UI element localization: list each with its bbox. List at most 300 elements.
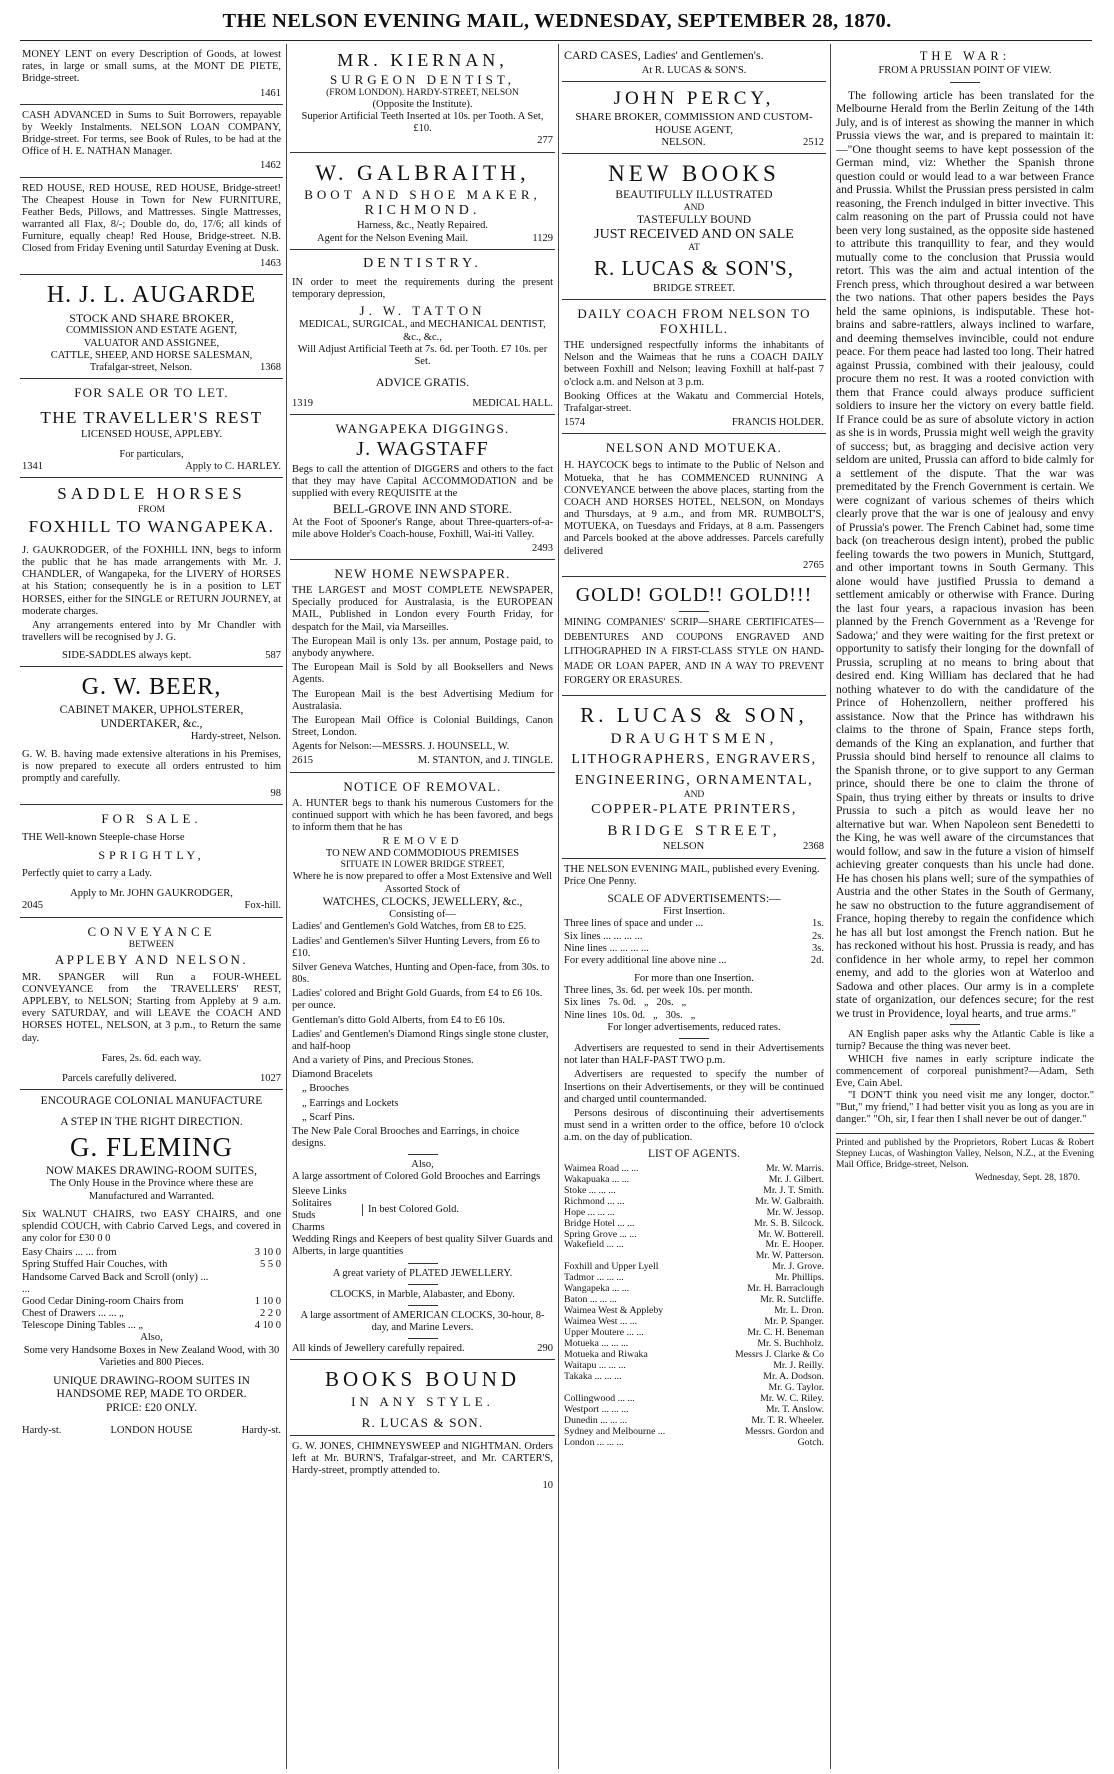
ad-number: 1574 (564, 417, 585, 429)
item-line: Solitaires (292, 1197, 332, 1209)
footer-text: Hardy-st. (241, 1424, 281, 1436)
column-2 (290, 44, 555, 1769)
ad-line: FRANCIS HOLDER. (731, 417, 824, 429)
footer-text: Hardy-st. (22, 1424, 62, 1436)
ad-title: BOOKS BOUND (324, 1367, 521, 1392)
ad-address: Hardy-street, Nelson. (190, 730, 281, 742)
ad-address: Trafalgar-street, Nelson. (89, 362, 193, 373)
ad-text: MINING COMPANIES' SCRIP—SHARE CERTIFICATES—DEBENTURES AND COUPONS ENGRAVED AND LITHOGRAPHED IN A FIRST-CLASS STYLE ON HAND-MADE OR LOAN PAPER, AND IN A WAY TO PREVENT FORGERY OR ERASURES. (564, 617, 824, 687)
ad-line: Three lines, 3s. 6d. per week 10s. per month. (564, 985, 753, 997)
price-row (22, 1320, 281, 1332)
item-line: „ Brooches (302, 1083, 349, 1095)
ad-lucas-son (562, 696, 826, 859)
column-3 (562, 44, 826, 1769)
item-line: Ladies' and Gentlemen's Silver Hunting Levers, from £6 to £10. (292, 935, 540, 959)
ad-line: First Insertion. (663, 906, 725, 918)
ad-number: 1027 (260, 1072, 281, 1084)
agent-place: London ... ... ... (564, 1436, 624, 1448)
ad-title: THE TRAVELLER'S REST (40, 408, 263, 428)
ad-line: TASTEFULLY BOUND (636, 213, 752, 226)
ad-text: MONEY LENT on every Description of Goods, at lowest rates, in large or small sums, at the MONT DE PIETE, Bridge-street. (22, 49, 281, 85)
article-war (834, 44, 1096, 1188)
ad-travellers-rest (20, 379, 283, 478)
ad-gold (562, 577, 826, 696)
ad-text: Advertisers are requested to send in their Advertisements not later than HALF-PAST TWO p.m. (564, 1043, 824, 1067)
ad-line: Fox-hill. (244, 900, 281, 912)
ad-number: 1368 (260, 362, 281, 373)
agent-name: Mr. W. C. Riley. (760, 1393, 824, 1405)
ad-text: Perfectly quiet to carry a Lady. (22, 867, 152, 879)
agent-name: Mr. L. Dron. (774, 1305, 824, 1317)
ad-line: COMMISSION AND ESTATE AGENT, (65, 325, 238, 337)
agent-place: Motueka ... ... ... (564, 1338, 629, 1350)
price-row (22, 1259, 281, 1296)
ad-text: Any arrangements entered into by Mr Chandler with travellers will be recognised by J. G. (22, 619, 281, 644)
ad-line: (Opposite the Institute). (372, 98, 473, 110)
agent-name: Mr. T. R. Wheeler. (751, 1414, 824, 1426)
ad-title: J. W. TATTON (359, 303, 486, 319)
ad-line: Will Adjust Artificial Teeth at 7s. 6d. per Tooth. £7 10s. per Set. (297, 343, 548, 367)
ad-title: SPRIGHTLY, (98, 848, 205, 863)
ad-text: Agents for Nelson:—MESSRS. J. HOUNSELL, W. (292, 741, 510, 753)
ad-evening-mail (562, 859, 826, 1453)
article-heading: THE WAR: (919, 49, 1011, 63)
agent-place: Waimea Road ... ... (564, 1162, 639, 1174)
ad-text: THE LARGEST and MOST COMPLETE NEWSPAPER, Specially produced for Australasia, is the EUROPEAN MAIL, Published in London every Fourth Friday, for despatch for the Mail, via Marseilles. (292, 585, 553, 633)
ad-augarde (20, 275, 283, 379)
ad-line: Fares, 2s. 6d. each way. (101, 1052, 202, 1064)
ad-line: All kinds of Jewellery carefully repaired. (292, 1343, 465, 1355)
ad-title: FOXHILL TO WANGAPEKA. (28, 517, 275, 537)
agent-name: Mr. S. B. Silcock. (754, 1217, 824, 1229)
ad-text: Advertisers are requested to specify the number of Insertions on their Advertisements, or they will be continued and charged until countermanded. (564, 1069, 824, 1105)
column-rule (286, 44, 287, 1769)
item-line: Charms (292, 1222, 325, 1234)
joke-paragraph: "I DON'T think you need visit me any longer, doctor." "But," my friend," I had better visit you as long as you are in danger." "Oh, sir, I fear then I shall never be out of danger." (836, 1090, 1094, 1126)
ad-text: The European Mail is the best Advertising Medium for Australasia. (292, 688, 553, 712)
rate-row (564, 943, 824, 955)
ad-line: MEDICAL, SURGICAL, and MECHANICAL DENTIST, &c., &c., (299, 319, 546, 343)
ad-title: R. LUCAS & SON'S, (594, 256, 794, 281)
agent-row (564, 1197, 824, 1208)
ad-title: R. LUCAS & SON, (580, 702, 808, 727)
ad-text: CASH ADVANCED in Sums to Suit Borrowers, repayable by Weekly Instalments. NELSON LOAN COMPANY, Bridge-street. For terms, see Book of Rules, to be had at the Office of H. E. NATHAN Manager. (22, 109, 281, 158)
item-line: Wedding Rings and Keepers of best quality Silver Guards and Alberts, in large quantities (292, 1234, 553, 1258)
ad-number: 290 (537, 1343, 553, 1355)
agent-place: Stoke ... ... ... (564, 1184, 616, 1196)
rate-price: 2d. (810, 954, 824, 966)
ad-line: LITHOGRAPHERS, ENGRAVERS, (571, 752, 817, 768)
item-line: A large assortment of Colored Gold Brooches and Earrings (292, 1171, 541, 1183)
ad-line: Parcels carefully delivered. (62, 1072, 177, 1084)
item-line: Gentleman's ditto Gold Alberts, from £4 to £6 10s. (292, 1014, 506, 1026)
divider (950, 1024, 980, 1025)
rate-row (564, 918, 824, 930)
agent-place: Baton ... ... ... (564, 1294, 617, 1306)
agent-name: Gotch. (797, 1436, 824, 1448)
item-line: Ladies' and Gentlemen's Gold Watches, from £8 to £25. (292, 921, 527, 933)
ad-number: 2512 (802, 136, 824, 148)
agent-name: Mr. Phillips. (775, 1272, 824, 1284)
ad-line: IN ANY STYLE. (351, 1393, 494, 1409)
ad-line: Apply to Mr. JOHN GAUKRODGER, (70, 888, 233, 900)
ad-text: Six WALNUT CHAIRS, two EASY CHAIRS, and one splendid COUCH, with Cabrio Carved Legs, and covered in any color for £30 0 0 (22, 1208, 281, 1245)
divider (408, 1284, 438, 1285)
item-line: And a variety of Pins, and Precious Stones. (292, 1055, 474, 1067)
ad-percy (562, 82, 826, 154)
ad-line: CABINET MAKER, UPHOLSTERER, (59, 704, 244, 717)
ad-text: The European Mail is Sold by all Booksellers and News Agents. (292, 662, 553, 686)
item-line: Diamond Bracelets (292, 1069, 373, 1081)
ad-line: STOCK AND SHARE BROKER, (69, 310, 234, 325)
ad-line: BEAUTIFULLY ILLUSTRATED (615, 189, 773, 202)
item-name: Chest of Drawers ... ... „ (22, 1308, 124, 1320)
item-line: Silver Geneva Watches, Hunting and Open-face, from 30s. to 80s. (292, 961, 550, 986)
agent-name: Mr. T. Anslow. (765, 1404, 824, 1416)
rate-name: For every additional line above nine ... (564, 954, 727, 966)
ad-title: J. WAGSTAFF (356, 438, 489, 461)
agent-name: Mr. H. Barraclough (747, 1283, 824, 1295)
ad-daily-coach (562, 300, 826, 434)
ad-text: MR. SPANGER will Run a FOUR-WHEEL CONVEYANCE from the TRAVELLERS' REST, APPLEBY, to NELSON; Starting from Appleby at 9 a.m. every SATURDAY, and will LEAVE the COACH AND HORSES HOTEL, NELSON, at 3 p.m., to Return the same day. (22, 971, 281, 1044)
article-paragraph: The following article has been translated for the Melbourne Herald from the Berlin Zeitung of the 14th July, and is of interest as showing the manner in which Prussia views the war, and is prepared to maintain it:—"One thought seems to have kept possession of the German mind, viz: Whether the Spanish throne question could or would lead to a war between France and Prussia. Whilst the Prussian press persisted in calm reasoning, the French indulged in bitter invective. This calm reasoning on the part of Prussia could not have been very long sustained, as the opposite side hastened to attribute this tranquillity to fear, and they would mutually come to the conclusion that Prussia would retort. This was the aim and actual intention of the French press, which throughout desired a war between the two nations. That other papers besides the Pays held the same opinions, is indisputable. These hot-brains and sabre-rattlers, always inclined to warfare, and deeming themselves invincible, could not endure peace. For them peace had lasted too long. Their hatred against Prussia, combined with their jealousy, could procure them no rest. It was a rooted conviction with them that France could always produce sufficient soldiers to insure her the victory on every battle field. If France could be as sure of absolute victory in action as she is in words, Prussia might well weigh the gravity of success; but, as bragging and decisive action very seldom are united, Prussia can afford to bide calmly for a settlement of the dispute. That the war was premeditated by the French Government is certain. We were cognizant of various schemes of theirs which clearly prove that the war is one of jealousy and envy of Prussia's power. The French Cabinet had, some time back (on treacherous design intent), probed the public feeling towards the two powers in Munich, Stuttgard, and other important towns in South Germany. This alone would have justified Prussia to demand a settlement amicably or otherwise with France. During the last four years, a rapacious invasion has been planned by the French Government as a 'Revenge for Sadowa;' and they were waiting for the first pretext or opportunity to satisfy their longing for the downfall of Prussia, scrupling at no means to bring about that desired end. King William has declared that he had nothing whatever to do with the candidature of the Prince of Hohenzollern, neither proffered his assistance. Now that the Prince has withdrawn his claims to the throne of Spain, France steps forth, demands of the King an explanation, and further that Prussia should bind herself to renounce all claims to the Spanish throne, or to give support to any German prince, should there be one to claim the throne of Spain, thus trying either by threats or insults to drive Prussia to such a pitch as would leave her no alternative but war. When Napoleon sent Benedetti to the King, he was well aware of the circumstances that would follow, and saw in the future a vision of himself achieving greater conquests than his uncle had done. He has chosen his plans well; sure of the sympathies of Austria and the other States in the South of Germany, he saw no obstruction to the future aggrandisement of France, hoping thereby to regain the confidence which he has all but lost amongst the French nation. But he has reckoned without his host. Prussia is ready, and has confidence in her whole army, to repel her common enemy, and add to the glories won at Waterloo and Sadowa and other places. Our army is in a complete state of organization, our defences secure; for the rest we trust in Providence, loyal hearts, and true arms." (836, 88, 1094, 1020)
item-name: Telescope Dining Tables ... „ (22, 1320, 144, 1332)
ad-text: IN order to meet the requirements during the present temporary depression, (292, 277, 553, 301)
ad-line: Some very Handsome Boxes in New Zealand Wood, with 30 Varieties and 800 Pieces. (23, 1344, 280, 1368)
divider (408, 1263, 438, 1264)
ad-line: Six lines 7s. 0d. „ 20s. „ (564, 997, 687, 1009)
agent-row (564, 1438, 824, 1449)
ad-line: UNIQUE DRAWING-ROOM SUITES IN HANDSOME REP, MADE TO ORDER. (53, 1374, 250, 1401)
ad-title: MR. KIERNAN, (337, 50, 508, 70)
ad-number: 2615 (292, 755, 313, 767)
item-price: 1 10 0 (254, 1295, 281, 1307)
agent-name: Mr. E. Hooper. (765, 1239, 824, 1251)
item-line: „ Scarf Pins. (302, 1111, 355, 1123)
price-row (22, 1247, 281, 1259)
ad-line: At R. LUCAS & SON'S. (641, 64, 747, 76)
agent-name: Mr. C. H. Beneman (747, 1327, 824, 1339)
agent-place: Upper Moutere ... ... (564, 1327, 644, 1339)
divider (950, 82, 980, 83)
ad-line: Also, (140, 1332, 163, 1344)
agent-place: Foxhill and Upper Lyell (564, 1261, 659, 1273)
agent-place: Waimea West & Appleby (564, 1305, 664, 1317)
ad-line: AND (683, 789, 705, 800)
agent-name: Mr. R. Sutcliffe. (760, 1294, 824, 1306)
agent-place: Bridge Hotel ... ... (564, 1217, 635, 1229)
imprint-date: Wednesday, Sept. 28, 1870. (975, 1172, 1080, 1183)
imprint: Printed and published by the Proprietors, Robert Lucas & Robert Stepney Lucas, of Washington Valley, Nelson, N.Z., at the Evening Mail Office, Bridge-street, Nelson. (836, 1137, 1094, 1170)
ad-line: Harness, &c., Neatly Repaired. (357, 220, 488, 232)
item-line: Ladies' and Gentlemen's Diamond Rings single stone cluster, and half-hoop (292, 1028, 549, 1052)
ad-galbraith (290, 153, 555, 250)
agent-name: Mr. J. Gilbert. (768, 1173, 824, 1185)
agent-row (564, 1208, 824, 1219)
ad-line: PRICE: £20 ONLY. (106, 1401, 197, 1414)
rate-row (564, 931, 824, 943)
agent-name: Mr. W. Marris. (766, 1162, 824, 1174)
item-line: „ Earrings and Lockets (302, 1097, 399, 1109)
ad-address: BRIDGE STREET. (652, 282, 736, 294)
price-row (22, 1308, 281, 1320)
ad-number: 1461 (260, 87, 281, 99)
ad-line: Superior Artificial Teeth Inserted at 10s. per Tooth. A Set, £10. (301, 111, 544, 135)
ad-line: For particulars, (119, 449, 184, 461)
ad-line: The Only House in the Province where these are Manufactured and Warranted. (49, 1178, 254, 1202)
agent-name: Mr. W. Jessop. (766, 1206, 824, 1218)
ad-heading: WANGAPEKA DIGGINGS. (335, 421, 510, 437)
agent-name: Mr. W. Patterson. (755, 1250, 824, 1262)
ad-line: R. LUCAS & SON. (361, 1414, 484, 1430)
item-name: Good Cedar Dining-room Chairs from (22, 1295, 184, 1307)
ad-heading: NELSON AND MOTUEKA. (605, 440, 783, 456)
ad-line: (FROM LONDON). HARDY-STREET, NELSON (326, 87, 519, 98)
item-name: Spring Stuffed Hair Couches, with Handsome Carved Back and Scroll (only) ... ... (22, 1259, 209, 1295)
item-price: 2 2 0 (260, 1308, 281, 1320)
ad-heading: DENTISTRY. (363, 255, 482, 271)
ad-line: ADVICE GRATIS. (375, 375, 470, 390)
agent-place: Takaka ... ... ... (564, 1371, 622, 1383)
agent-place: Hope ... ... ... (564, 1206, 615, 1218)
ad-line: BRIDGE STREET, (607, 823, 781, 840)
ad-cash-advanced (20, 105, 283, 178)
agent-place: Collingwood ... ... (564, 1393, 635, 1405)
column-rule (830, 44, 831, 1769)
ad-removal (290, 773, 555, 1361)
ad-money-lent (20, 44, 283, 105)
ad-line: Apply to C. HARLEY. (185, 461, 281, 473)
agent-place: Wakefield ... ... (564, 1239, 624, 1251)
ad-line: SURGEON DENTIST, (329, 71, 516, 87)
ad-text: G. W. B. having made extensive alterations in his Premises, is now prepared to execute all orders entrusted to him promptly and carefully. (22, 749, 281, 785)
agent-name: Mr. W. Galbraith. (755, 1195, 824, 1207)
ad-text: A. HUNTER begs to thank his numerous Customers for the continued support with which he has been favored, and begs to inform them that he has (292, 797, 553, 833)
ad-line: RICHMOND. (364, 203, 481, 219)
ad-heading: NOTICE OF REMOVAL. (343, 778, 502, 794)
ad-title: G. FLEMING (70, 1131, 233, 1162)
ad-text: CARD CASES, Ladies' and Gentlemen's. (564, 48, 764, 62)
agent-place: Westport ... ... ... (564, 1404, 629, 1416)
ad-red-house (20, 178, 283, 275)
ad-line: LICENSED HOUSE, APPLEBY. (81, 428, 222, 440)
ad-text: J. GAUKRODGER, of the FOXHILL INN, begs to inform the public that he has made arrangements with Mr. J. CHANDLER, of Wangapeka, for the LIVERY of HORSES at his Station; consequently he is in a position to LET HORSES, either for the SINGLE or RETURN JOURNEY, at moderate charges. (22, 544, 281, 617)
ad-text: G. W. JONES, CHIMNEYSWEEP and NIGHTMAN. Orders left at Mr. BURN'S, Trafalgar-street, and Mr. CARTER'S, Hardy-street, promptly attended to. (292, 1441, 553, 1477)
top-rule (20, 40, 1092, 41)
ad-for-sale-horse (20, 805, 283, 918)
rate-price: 3s. (812, 942, 824, 954)
ad-text: The European Mail is only 13s. per annum, Postage paid, to anybody anywhere. (292, 635, 553, 659)
ad-title: SADDLE HORSES (57, 484, 246, 504)
rate-row (564, 955, 824, 967)
ad-line: M. STANTON, and J. TINGLE. (417, 755, 553, 767)
item-price: 5 5 0 (260, 1259, 281, 1271)
item-line: The New Pale Coral Brooches and Earrings, in choice designs. (292, 1125, 520, 1150)
ad-line: JUST RECEIVED AND ON SALE (594, 227, 794, 243)
ad-heading: ENCOURAGE COLONIAL MANUFACTURE (40, 1095, 263, 1108)
agent-row (564, 1175, 824, 1186)
agent-name: Mr. J. Reilly. (773, 1360, 824, 1372)
agent-name: Mr. S. Buchholz. (757, 1338, 824, 1350)
ad-title: H. J. L. AUGARDE (46, 281, 257, 308)
ad-saddle-horses (20, 478, 283, 667)
ad-line: UNDERTAKER, &c., (100, 717, 203, 730)
ad-text: RED HOUSE, RED HOUSE, RED HOUSE, Bridge-street! The Cheapest House in Town for New FURNITURE, Feather Beds, Pillows, and Mattresses. Single Mattresses, warranted all Flax, 8/-; Double do, do, 17/6; all kinds of Furniture, equally cheap! Red House, Bridge-street. N.B. Closed from Friday Evening until Saturday Evening at Dusk. (22, 182, 281, 255)
ad-line: MEDICAL HALL. (472, 398, 553, 410)
ad-line: CATTLE, SHEEP, AND HORSE SALESMAN, (50, 349, 253, 361)
agent-place: Wangapeka ... ... (564, 1283, 630, 1295)
divider (408, 1305, 438, 1306)
agent-place: Sydney and Melbourne ... (564, 1425, 666, 1437)
ad-title: W. GALBRAITH, (315, 159, 530, 185)
ad-line: VALUATOR AND ASSIGNEE, (83, 337, 220, 349)
agent-name: Messrs. Gordon and (744, 1425, 824, 1437)
ad-new-books (562, 154, 826, 300)
ad-text: THE NELSON EVENING MAIL, published every Evening. Price One Penny. (564, 863, 820, 887)
ad-heading: DAILY COACH FROM NELSON TO FOXHILL. (577, 305, 811, 336)
ad-heading: CONVEYANCE (87, 923, 216, 939)
agent-place: Motueka and Riwaka (564, 1349, 648, 1361)
ad-line: DRAUGHTSMEN, (610, 730, 778, 747)
item-line: In best Colored Gold. (362, 1204, 459, 1216)
ad-heading: A STEP IN THE RIGHT DIRECTION. (60, 1116, 243, 1129)
agent-name: Mr. G. Taylor. (768, 1382, 824, 1394)
ad-number: 1463 (260, 257, 281, 269)
ad-dentistry (290, 250, 555, 415)
agent-name: Mr. A. Dodson. (763, 1371, 824, 1383)
agent-row (564, 1186, 824, 1197)
ad-number: 587 (265, 650, 281, 662)
agent-row (564, 1219, 824, 1230)
ad-text: Booking Offices at the Wakatu and Commercial Hotels, Trafalgar-street. (564, 390, 824, 414)
ad-title: G. W. BEER, (81, 674, 222, 701)
ad-line: BETWEEN (128, 939, 175, 950)
ad-number: 1129 (532, 232, 553, 244)
ad-number: 2045 (22, 900, 43, 912)
agent-name: Mr. J. T. Smith. (763, 1184, 824, 1196)
ad-newspaper (290, 560, 555, 772)
article-subheading: FROM A PRUSSIAN POINT OF VIEW. (878, 64, 1052, 76)
item-line: Sleeve Links (292, 1185, 347, 1197)
ad-motueka (562, 434, 826, 577)
ad-line: A great variety of PLATED JEWELLERY. (332, 1267, 513, 1279)
agent-place: Dunedin ... ... ... (564, 1414, 628, 1426)
ad-line: BELL-GROVE INN AND STORE. (333, 502, 512, 517)
item-name: Easy Chairs ... ... from (22, 1247, 117, 1259)
agent-name: Mr. P. Spanger. (764, 1316, 824, 1328)
ad-line: TO NEW AND COMMODIOUS PREMISES (325, 848, 520, 860)
ad-text: THE undersigned respectfully informs the inhabitants of Nelson and the Waimeas that he runs a COACH DAILY between Foxhill and Nelson; leaving Foxhill at half-past 7 o'clock a.m. and Nelson at 3 p.m. (564, 340, 824, 388)
ad-line: NELSON. (661, 136, 706, 148)
ad-line: ENGINEERING, ORNAMENTAL, (574, 772, 814, 788)
ad-books-bound (290, 1360, 555, 1436)
ad-number: 1462 (260, 160, 281, 172)
ad-line: NELSON (662, 841, 705, 853)
ad-line: Nine lines 10s. 0d. „ 30s. „ (564, 1009, 696, 1021)
ad-line: SCALE OF ADVERTISEMENTS:— (607, 892, 781, 905)
ad-line: COPPER-PLATE PRINTERS, (591, 801, 797, 817)
agent-place: Tadmor ... ... ... (564, 1272, 624, 1284)
ad-title: GOLD! GOLD!! GOLD!!! (575, 583, 813, 606)
ad-line: SITUATE IN LOWER BRIDGE STREET, (340, 860, 505, 871)
ad-line: REMOVED (382, 836, 463, 848)
footer-text: LONDON HOUSE (110, 1424, 193, 1436)
ad-line: Consisting of— (389, 909, 456, 921)
ad-beer (20, 667, 283, 804)
agent-place: Waimea West ... ... (564, 1316, 638, 1328)
item-price: 4 10 0 (254, 1320, 281, 1332)
ad-line: AND (683, 202, 705, 213)
ad-heading: APPLEBY AND NELSON. (54, 951, 249, 967)
ad-heading: FOR SALE. (101, 810, 202, 826)
ad-line: Also, (411, 1159, 434, 1171)
rate-name: Six lines ... ... ... ... (564, 930, 643, 942)
rate-name: Nine lines ... ... ... ... (564, 942, 649, 954)
item-line: Ladies' colored and Bright Gold Guards, from £4 to £6 10s. per ounce. (292, 988, 543, 1012)
ad-line: Agent for the Nelson Evening Mail. (317, 232, 469, 244)
ad-text: The European Mail Office is Colonial Buildings, Canon Street, London. (292, 714, 553, 739)
column-4 (834, 44, 1096, 1769)
ad-number: 10 (542, 1479, 553, 1491)
masthead: THE NELSON EVENING MAIL, WEDNESDAY, SEPTEMBER 28, 1870. (222, 10, 892, 32)
ad-kiernan (290, 44, 555, 153)
ad-line: SHARE BROKER, COMMISSION AND CUSTOM-HOUSE AGENT, (575, 111, 813, 136)
agent-place: Richmond ... ... (564, 1195, 625, 1207)
column-rule (558, 44, 559, 1769)
ad-line: For longer advertisements, reduced rates. (607, 1021, 781, 1033)
ad-heading: FOR SALE OR TO LET. (74, 385, 229, 401)
rate-name: Three lines of space and under ... (564, 918, 704, 930)
ad-line: AT (688, 243, 700, 254)
joke-paragraph: AN English paper asks why the Atlantic Cable is like a turnip? Because the thing was never beet. (836, 1029, 1094, 1053)
ad-number: 2368 (802, 841, 824, 853)
ad-heading: NEW HOME NEWSPAPER. (334, 566, 511, 582)
ad-text: THE Well-known Steeple-chase Horse (22, 831, 185, 843)
joke-paragraph: WHICH five names in early scripture indicate the commencement of corporeal punishment?—Adam, Seth Eve, Cain Abel. (836, 1053, 1094, 1089)
divider (679, 1038, 709, 1039)
ad-text: Begs to call the attention of DIGGERS and others to the fact that they may have Capital ACCOMMODATION and be supplied with every REQUISITE at the (292, 463, 553, 499)
agent-place: Spring Grove ... ... (564, 1228, 637, 1240)
price-row (22, 1296, 281, 1308)
ad-number: 1319 (292, 398, 313, 410)
ad-card-cases (562, 44, 826, 82)
agent-name: Messrs J. Clarke & Co (735, 1349, 824, 1361)
agent-name: Mr. J. Grove. (772, 1261, 824, 1273)
agent-place: Wakapuaka ... ... (564, 1173, 630, 1185)
ad-number: 98 (270, 787, 281, 799)
ad-line: WATCHES, CLOCKS, JEWELLERY, &c., (322, 895, 523, 908)
ad-line: For more than one Insertion. (634, 973, 754, 985)
ad-number: 2765 (803, 559, 824, 571)
column-1 (20, 44, 283, 1769)
agents-list (564, 1164, 824, 1449)
ad-jones (290, 1436, 555, 1496)
ad-text: H. HAYCOCK begs to intimate to the Public of Nelson and Motueka, that he has COMMENCED RUNNING A CONVEYANCE between the above places, starting from the COACH AND HORSES HOTEL, NELSON, on Mondays and Thursdays, at 9 a.m., and from MR. RUMBOLT'S, MOTUEKA, on Tuesdays and Fridays, at 8 a.m. Passengers and Parcels booked at the above addresses. Parcels carefully delivered (564, 460, 824, 557)
ad-line: LIST OF AGENTS. (647, 1148, 741, 1161)
ad-line: NOW MAKES DRAWING-ROOM SUITES, (46, 1165, 257, 1178)
divider (679, 611, 709, 612)
agent-name: Mr. W. Botterell. (757, 1228, 824, 1240)
ad-conveyance (20, 918, 283, 1091)
ad-text: Persons desirous of discontinuing their advertisements must send in a written order to the office, before 10 o'clock a.m. on the day of publication. (564, 1107, 824, 1144)
ad-line: A large assortment of AMERICAN CLOCKS, 30-hour, 8-day, and Marine Levers. (300, 1309, 545, 1334)
item-price: 3 10 0 (254, 1247, 281, 1259)
divider (408, 1338, 438, 1339)
ad-number: 277 (537, 135, 553, 147)
ad-text: At the Foot of Spooner's Range, about Three-quarters-of-a-mile above Holder's Coach-house, Foxhill, Wai-iti Valley. (292, 516, 553, 540)
ad-line: Where he is now prepared to offer a Most Extensive and Well Assorted Stock of (292, 871, 553, 895)
ad-title: JOHN PERCY, (613, 88, 775, 110)
